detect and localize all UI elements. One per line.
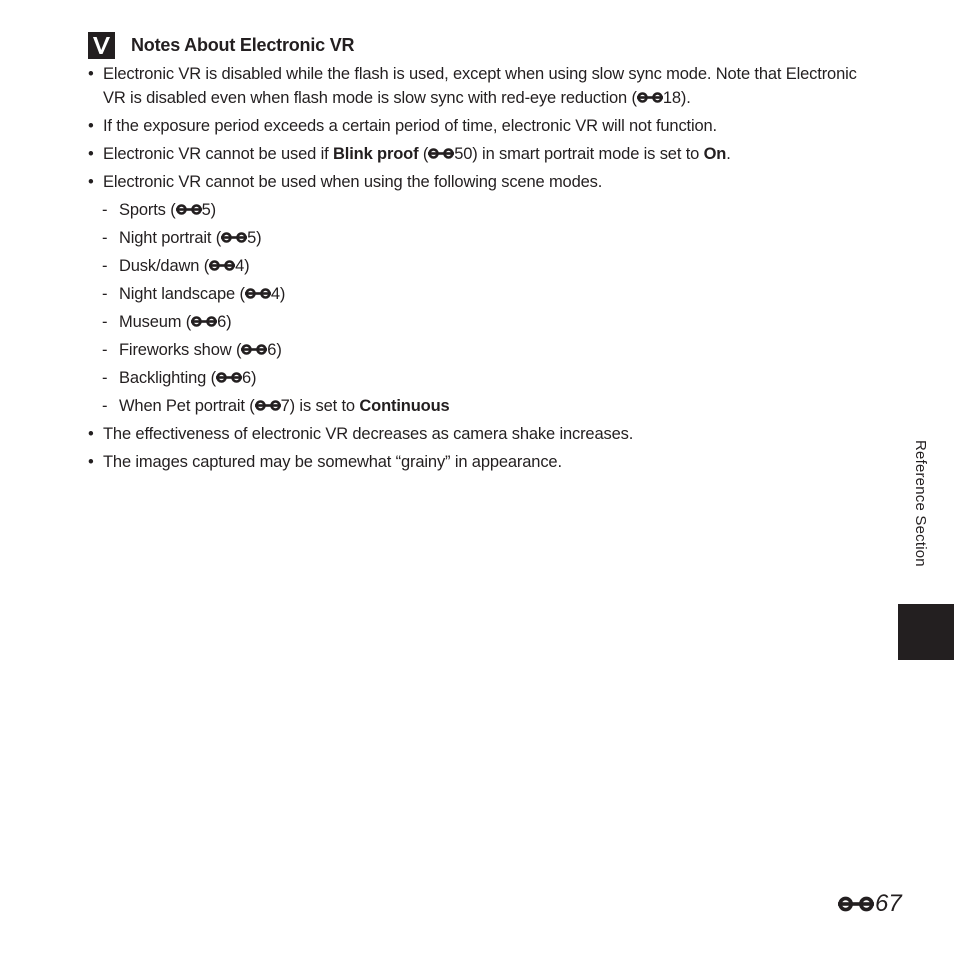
text-run: Night landscape (: [119, 285, 245, 303]
e-reference-icon: [241, 343, 267, 356]
text-run: Sports (: [119, 201, 176, 219]
text-run: 6): [267, 341, 282, 359]
text-run: Museum (: [119, 313, 192, 331]
text-run: Fireworks show (: [119, 341, 242, 359]
e-reference-icon: [838, 894, 874, 914]
dash-marker: -: [102, 369, 108, 387]
dash-marker: -: [102, 257, 108, 275]
text-run: 5): [247, 229, 262, 247]
text-run: Backlighting (: [119, 369, 216, 387]
bullet-marker: •: [88, 117, 94, 135]
text-run: Dusk/dawn (: [119, 257, 210, 275]
scene-mode-item: [88, 226, 858, 250]
e-reference-icon: [176, 203, 202, 216]
text-run: The effectiveness of electronic VR decreases as camera shake increases.: [103, 425, 634, 443]
e-reference-icon: [428, 147, 454, 160]
text-run: When Pet portrait (: [119, 397, 255, 415]
e-reference-icon: [221, 231, 247, 244]
text-run: If the exposure period exceeds a certain period of time, electronic VR will not function.: [103, 117, 717, 135]
text-run: Electronic VR cannot be used when using the following scene modes.: [103, 173, 603, 191]
bullet-item: [88, 170, 858, 194]
bullet-marker: •: [88, 173, 94, 191]
section-tab: [898, 604, 954, 660]
note-title: Notes About Electronic VR: [131, 34, 355, 55]
scene-mode-item: [88, 366, 858, 390]
note-header: [88, 31, 354, 59]
dash-marker: -: [102, 397, 108, 415]
bullet-item: [88, 114, 858, 138]
text-run: 4): [270, 285, 286, 303]
bold-setting-name: Continuous: [359, 397, 450, 415]
e-reference-icon: [255, 399, 281, 412]
bullet-marker: •: [88, 65, 94, 83]
page-number-text: 67: [875, 890, 902, 917]
checkmark-icon: [88, 32, 115, 59]
text-run: The images captured may be somewhat “grainy” in appearance.: [103, 453, 562, 471]
e-reference-icon: [245, 287, 271, 300]
e-reference-icon: [209, 259, 235, 272]
bullet-item: [88, 62, 858, 110]
scene-mode-item: [88, 198, 858, 222]
text-run: 4): [235, 257, 250, 275]
text-run: 50) in smart portrait mode is set to: [454, 145, 704, 163]
bullet-marker: •: [88, 453, 94, 471]
scene-mode-item: [88, 338, 858, 362]
e-reference-icon: [637, 91, 663, 104]
dash-marker: -: [102, 285, 108, 303]
page-number: [838, 890, 902, 918]
text-run: 5): [201, 201, 216, 219]
dash-marker: -: [102, 341, 108, 359]
text-run: 6): [217, 313, 232, 331]
bullet-item: [88, 142, 858, 166]
dash-marker: -: [102, 201, 108, 219]
scene-mode-item: [88, 254, 858, 278]
text-run: Electronic VR cannot be used if: [103, 145, 333, 163]
bold-setting-name: Blink proof: [333, 145, 419, 163]
scene-mode-item: [88, 310, 858, 334]
bullet-item: [88, 422, 858, 446]
side-section-label: Reference Section: [912, 440, 929, 567]
text-run: Electronic VR is disabled while the flash is used, except when using slow sync mode. Note that Electronic VR is disabled even when flash mode is slow sync with red-eye reduction (: [103, 65, 857, 107]
dash-marker: -: [102, 229, 108, 247]
scene-mode-item: [88, 282, 858, 306]
text-run: Night portrait (: [119, 229, 222, 247]
e-reference-icon: [216, 371, 242, 384]
text-run: .: [726, 145, 731, 163]
bullet-item: [88, 450, 858, 474]
text-run: 18).: [662, 89, 691, 107]
bullet-marker: •: [88, 145, 94, 163]
text-run: 6): [241, 369, 257, 387]
text-run: (: [418, 145, 429, 163]
dash-marker: -: [102, 313, 108, 331]
bullet-marker: •: [88, 425, 94, 443]
scene-mode-item: [88, 394, 858, 418]
text-run: 7) is set to: [280, 397, 360, 415]
e-reference-icon: [191, 315, 217, 328]
bold-setting-name: On: [703, 145, 727, 163]
notes-list: [88, 62, 858, 478]
